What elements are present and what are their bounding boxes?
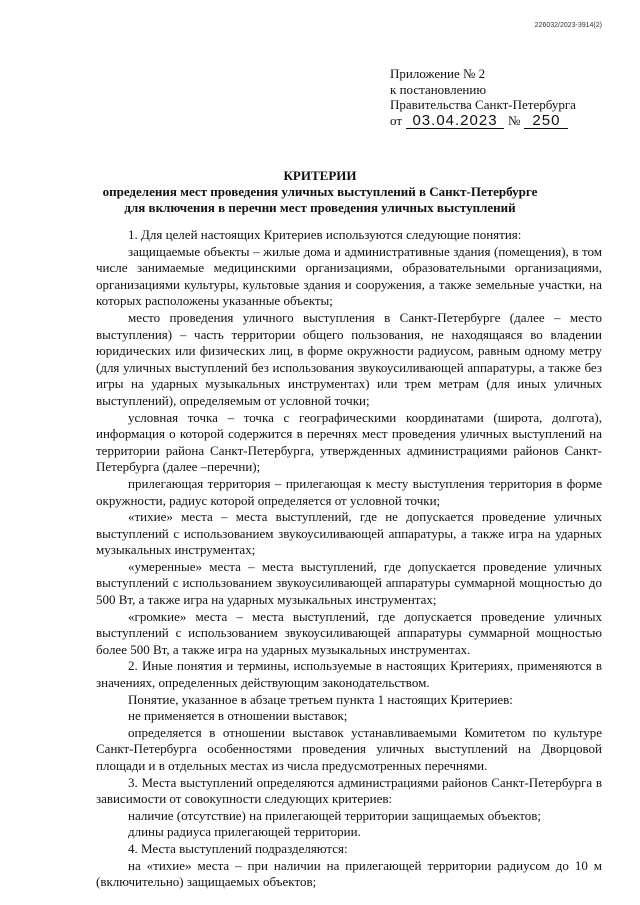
document-subtitle: определения мест проведения уличных выступлений в Санкт-Петербурге для включения в перечни мест проведения уличных выступлений <box>102 184 538 215</box>
paragraph: не применяется в отношении выставок; <box>128 708 348 724</box>
paragraph: «громкие» места – места выступлений, где допускается проведение уличных выступлений с использованием звукоусиливающей аппаратуры суммарной мощностью более 500 Вт, а также игра на ударных музыкальных инструментах. <box>96 608 602 657</box>
decree-date: 03.04.2023 <box>406 113 504 129</box>
paragraph: «умеренные» места – места выступлений, где допускается проведение уличных выступлений с использованием звукоусиливающей аппаратуры суммарной мощностью до 500 Вт, а также игра на ударных музыкальных инструментах; <box>96 558 602 608</box>
paragraph: 2. Иные понятия и термины, используемые в настоящих Критериях, применяются в значениях, определенных действующим законодательством. <box>96 658 602 691</box>
paragraph: наличие (отсутствие) на прилегающей территории защищаемых объектов; <box>128 807 541 823</box>
document-title: КРИТЕРИИ <box>283 168 357 183</box>
annex-block <box>390 66 610 129</box>
paragraph: определяется в отношении выставок устанавливаемыми Комитетом по культуре Санкт-Петербурга особенностями проведения уличных выступлений на Дворцовой площади и в отдельных местах из числа предусмотренных перечнями. <box>96 724 602 773</box>
annex-issuer: Правительства Санкт-Петербурга <box>390 97 576 112</box>
paragraph: защищаемые объекты – жилые дома и административные здания (помещения), в том числе занимаемые медицинскими организациями, образовательными организациями, организациями культуры, культовые здания и сооружения, а также земельные участки, на которых расположены указанные объекты; <box>96 243 602 309</box>
annex-date-line <box>390 113 610 129</box>
paragraph: 4. Места выступлений подразделяются: <box>128 840 348 856</box>
paragraph: на «тихие» места – при наличии на прилегающей территории радиусом до 10 м (включительно) защищаемых объектов; <box>96 857 602 890</box>
document-id: 226032/2023-3914(2) <box>534 22 602 29</box>
paragraph: «тихие» места – места выступлений, где не допускается проведение уличных выступлений с использованием звукоусиливающей аппаратуры, а также игра на ударных музыкальных инструментах; <box>96 509 602 558</box>
paragraph: 3. Места выступлений определяются администрациями районов Санкт-Петербурга в зависимости от совокупности следующих критериев: <box>96 774 602 807</box>
from-label: от <box>390 112 403 128</box>
number-label: № <box>508 112 521 128</box>
paragraph: прилегающая территория – прилегающая к месту выступления территория в форме окружности, радиус которой определяется от условной точки; <box>96 475 602 508</box>
paragraph: 1. Для целей настоящих Критериев используются следующие понятия: <box>128 227 522 242</box>
annex-title: Приложение № 2 <box>390 66 486 81</box>
decree-number: 250 <box>524 113 568 129</box>
annex-ref: к постановлению <box>390 81 487 97</box>
paragraph: Понятие, указанное в абзаце третьем пункта 1 настоящих Критериев: <box>128 691 513 707</box>
document-body <box>96 227 602 891</box>
paragraph: длины радиуса прилегающей территории. <box>128 824 361 840</box>
paragraph: условная точка – точка с географическими координатами (широта, долгота), информация о которой содержится в перечнях мест проведения уличных выступлений на территории района Санкт-Петербурга, утвержденных администрациями районов Санкт-Петербурга (далее –перечни); <box>96 409 602 475</box>
paragraph: место проведения уличного выступления в Санкт-Петербурге (далее – место выступления) – часть территории общего пользования, не находящаяся во владении юридических или физических лиц, в форме окружности радиусом, равным одному метру (для уличных выступлений без использования звукоусиливающей аппаратуры, а также без игры на ударных музыкальных инструментах) или трем метрам (для иных уличных выступлений), определяемым от условной точки; <box>96 309 602 408</box>
